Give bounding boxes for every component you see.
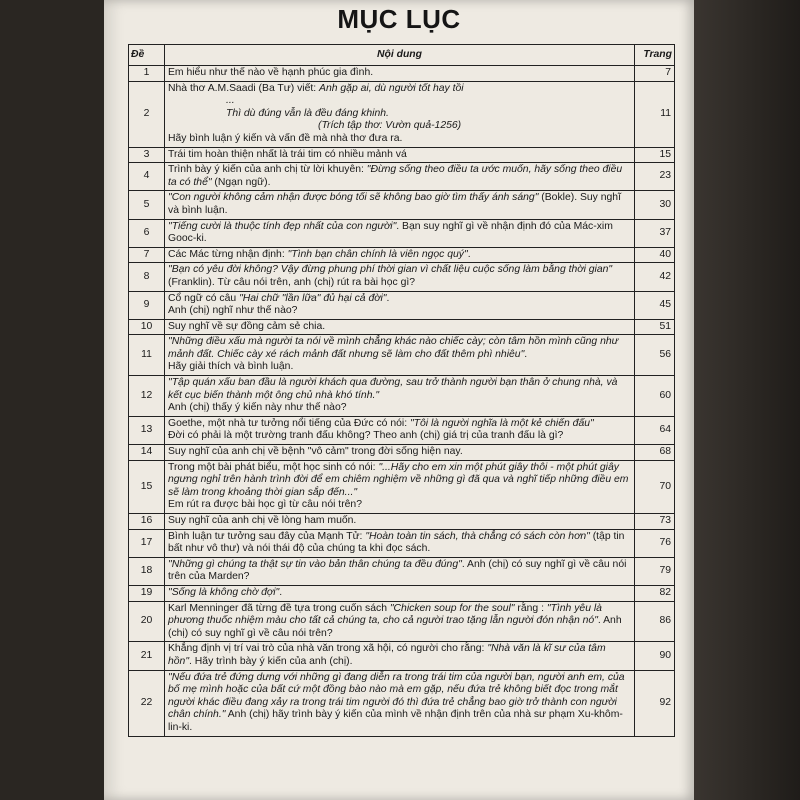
row-content: [165, 529, 635, 557]
table-row: [129, 585, 675, 601]
header-no: Đề: [129, 45, 165, 66]
row-citation: (Trích tập thơ: Vườn quả-1256): [318, 120, 462, 132]
row-quote: "Sống là không chờ đợi": [168, 586, 280, 598]
row-content: [165, 460, 635, 513]
table-row: [129, 670, 675, 736]
table-row: [129, 529, 675, 557]
row-page: 90: [635, 642, 675, 670]
row-number: 22: [129, 670, 165, 736]
book-page: [104, 0, 694, 800]
row-text: Anh (chị) hãy trình bày ý kiến của mình về nhận định trên của nhà sư phạm Xu-khôm-lin-ki.: [168, 709, 623, 733]
row-text: Trình bày ý kiến của anh chị từ lời khuyên:: [168, 164, 367, 176]
row-number: 15: [129, 460, 165, 513]
row-content: [165, 191, 635, 219]
row-quote: "Đừng sống theo điều ta ước muốn, hãy sống theo điều ta có thể": [168, 164, 623, 188]
row-page: 42: [635, 263, 675, 291]
table-row: [129, 66, 675, 82]
row-page: 15: [635, 147, 675, 163]
row-content: [165, 642, 635, 670]
row-text: .: [279, 586, 283, 598]
row-text: . Anh (chị) có suy nghĩ gì về câu nói trên của Marden?: [168, 558, 627, 583]
row-text: rằng :: [514, 602, 547, 614]
row-text: Khẳng định vị trí vai trò của nhà văn trong xã hội, có người cho rằng:: [168, 643, 488, 655]
row-number: 5: [129, 191, 165, 219]
page-title: MỤC LỤC: [337, 4, 461, 34]
row-text: Em rút ra được bài học gì từ câu nói trên?: [168, 499, 362, 511]
row-content: [165, 376, 635, 417]
row-content: [165, 163, 635, 191]
row-number: 6: [129, 219, 165, 247]
row-number: 7: [129, 247, 165, 263]
table-row: [129, 642, 675, 670]
row-text: Trái tim hoàn thiện nhất là trái tim có nhiều mảnh vá: [168, 148, 407, 160]
row-text: Nhà thơ A.M.Saadi (Ba Tư) viết:: [168, 82, 320, 94]
row-quote: "Chicken soup for the soul": [389, 602, 515, 614]
row-text: Các Mác từng nhận định:: [168, 248, 288, 260]
row-text: Anh (chị) thấy ý kiến này như thế nào?: [168, 402, 347, 414]
row-quote: "Tập quán xấu ban đầu là người khách qua đường, sau trở thành người bạn thân ở chung nhà, và kết cục biến thành một ông chủ nhà khó tính.": [168, 377, 618, 401]
table-of-contents: [128, 44, 675, 737]
book-edge-shadow: [694, 0, 800, 800]
row-text: . Hãy trình bày ý kiến của anh (chị).: [189, 655, 353, 667]
table-row: [129, 460, 675, 513]
row-quote-ellipsis: ...: [226, 95, 235, 107]
row-number: 11: [129, 335, 165, 376]
row-quote: "Nhà văn là kĩ sư của tâm hồn": [168, 643, 606, 667]
row-text: Hãy bình luận ý kiến và vấn đề mà nhà thơ đưa ra.: [168, 132, 403, 144]
row-quote: "Tiếng cười là thuộc tính đẹp nhất của con người": [168, 220, 397, 232]
row-text: .: [524, 348, 528, 360]
row-text: Suy nghĩ về sự đồng cảm sẻ chia.: [168, 320, 326, 332]
row-text: Goethe, một nhà tư tưởng nổi tiếng của Đức có nói:: [168, 417, 410, 429]
table-row: [129, 319, 675, 335]
row-text: Karl Menninger đã từng đề tựa trong cuốn sách: [168, 602, 390, 614]
row-text: Anh (chị) nghĩ như thế nào?: [168, 305, 298, 317]
row-content: [165, 445, 635, 461]
row-content: [165, 601, 635, 642]
row-quote: "Hoàn toàn tin sách, thà chẳng có sách còn hơn": [365, 530, 590, 542]
row-number: 10: [129, 319, 165, 335]
row-quote: "Những gì chúng ta thật sự tin vào bản thân chúng ta đều đúng": [168, 558, 462, 570]
row-page: 40: [635, 247, 675, 263]
row-content: [165, 147, 635, 163]
table-row: [129, 147, 675, 163]
row-number: 2: [129, 81, 165, 147]
row-content: [165, 416, 635, 444]
table-row: [129, 514, 675, 530]
row-page: 51: [635, 319, 675, 335]
row-number: 18: [129, 557, 165, 585]
row-text: Suy nghĩ của anh chị về bệnh "vô cảm" trong đời sống hiện nay.: [168, 446, 463, 458]
row-quote: "Bạn có yêu đời không? Vậy đừng phung phí thời gian vì chất liệu cuộc sống làm bằng thời gian": [168, 264, 613, 276]
row-quote: "Tôi là người nghĩa là một kẻ chiến đấu": [409, 417, 594, 429]
row-text: Em hiểu như thế nào về hạnh phúc gia đình.: [168, 67, 374, 78]
row-page: 92: [635, 670, 675, 736]
table-row: [129, 376, 675, 417]
row-content: [165, 514, 635, 530]
row-quote: "Nếu đứa trẻ đứng dưng với những gì đang diễn ra trong trái tim của người bạn, người anh em, của bố mẹ mình hoặc của bất cứ một đồng bào nào mà em gặp, nếu đứa trẻ không biết đọc trong mắt người khác điều đang xảy ra trong trái tim người đó thì đứa trẻ chẳng bao giờ trở thành con người chân chính.": [168, 671, 625, 721]
row-page: 73: [635, 514, 675, 530]
table-row: [129, 81, 675, 147]
table-row: [129, 335, 675, 376]
row-quote: "...Hãy cho em xin một phút giây thôi - một phút giây ngưng nghỉ trên hành trình đời để em chiêm nghiệm về những gì đã qua và nghĩ tiếp những điều em sẽ làm trong khoảng thời gian sắp đến...": [168, 461, 629, 498]
row-text: .: [386, 292, 390, 304]
row-page: 79: [635, 557, 675, 585]
row-number: 13: [129, 416, 165, 444]
row-quote: "Con người không cảm nhận được bóng tối sẽ không bao giờ tìm thấy ánh sáng": [168, 192, 539, 204]
row-text: . Anh (chị) có suy nghĩ gì về câu nói trên?: [168, 615, 622, 639]
row-page: 86: [635, 601, 675, 642]
row-number: 12: [129, 376, 165, 417]
row-quote: "Những điều xấu mà người ta nói về mình chẳng khác nào chiếc cày; còn tâm hồn mình cũng như mảnh đất. Chiếc cày xé rách mảnh đất nhưng sẽ làm cho đất thêm phì nhiêu": [168, 336, 619, 360]
row-number: 4: [129, 163, 165, 191]
row-number: 19: [129, 585, 165, 601]
row-text: (tập tin bất như vô thư) và nói thái độ của chúng ta khi đọc sách.: [168, 530, 625, 555]
row-content: [165, 557, 635, 585]
row-number: 3: [129, 147, 165, 163]
row-page: 82: [635, 585, 675, 601]
row-page: 37: [635, 219, 675, 247]
row-content: [165, 670, 635, 736]
row-text: Bình luận tư tưởng sau đây của Mạnh Tử:: [168, 530, 366, 542]
row-text: Suy nghĩ của anh chị về lòng ham muốn.: [168, 515, 357, 526]
table-row: [129, 163, 675, 191]
row-page: 70: [635, 460, 675, 513]
row-content: [165, 81, 635, 147]
table-row: [129, 219, 675, 247]
table-row: [129, 263, 675, 291]
row-quote: "Hai chữ "lần lữa" đủ hại cả đời": [239, 292, 387, 304]
row-page: 23: [635, 163, 675, 191]
row-quote: Anh gặp ai, dù người tốt hay tồi: [319, 82, 464, 94]
table-row: [129, 291, 675, 319]
row-page: 11: [635, 81, 675, 147]
row-content: [165, 247, 635, 263]
row-content: [165, 319, 635, 335]
row-text: (Ngạn ngữ).: [211, 176, 271, 188]
row-number: 16: [129, 514, 165, 530]
row-text: Đời có phải là một trường tranh đấu không? Theo anh (chị) giá trị của tranh đấu là gì?: [168, 430, 564, 442]
row-number: 17: [129, 529, 165, 557]
row-text: (Bokle). Suy nghĩ và bình luận.: [168, 192, 621, 216]
table-row: [129, 416, 675, 444]
table-row: [129, 445, 675, 461]
table-row: [129, 557, 675, 585]
row-number: 14: [129, 445, 165, 461]
row-page: 56: [635, 335, 675, 376]
row-page: 30: [635, 191, 675, 219]
row-content: [165, 219, 635, 247]
row-text: Trong một bài phát biểu, một học sinh có nói:: [168, 461, 379, 473]
row-text: Cổ ngữ có câu: [168, 292, 240, 304]
row-text: .: [467, 248, 471, 260]
row-number: 8: [129, 263, 165, 291]
row-content: [165, 66, 635, 82]
row-page: 76: [635, 529, 675, 557]
table-row: [129, 191, 675, 219]
row-quote: "Tình yêu là phương thuốc nhiệm màu cho tất cả chúng ta, cho cả người trao tặng lẫn người đón nhận nó": [168, 602, 602, 627]
row-page: 68: [635, 445, 675, 461]
row-page: 64: [635, 416, 675, 444]
row-number: 9: [129, 291, 165, 319]
table-row: [129, 247, 675, 263]
row-number: 20: [129, 601, 165, 642]
row-content: [165, 291, 635, 319]
table-header-row: [129, 45, 675, 66]
row-quote: Thì dù đúng vẫn là đều đáng khinh.: [226, 107, 389, 119]
row-number: 1: [129, 66, 165, 82]
row-text: (Franklin). Từ câu nói trên, anh (chị) rút ra bài học gì?: [168, 276, 416, 288]
row-text: Hãy giải thích và bình luận.: [168, 361, 294, 373]
row-number: 21: [129, 642, 165, 670]
row-text: . Bạn suy nghĩ gì về nhận định đó của Mác-xim Gooc-ki.: [168, 220, 613, 245]
row-quote: "Tình bạn chân chính là viên ngọc quý": [287, 248, 468, 260]
row-content: [165, 335, 635, 376]
row-page: 45: [635, 291, 675, 319]
row-page: 60: [635, 376, 675, 417]
row-content: [165, 585, 635, 601]
header-page: Trang: [635, 45, 675, 66]
row-page: 7: [635, 66, 675, 82]
table-row: [129, 601, 675, 642]
header-content: Nội dung: [165, 45, 635, 66]
row-content: [165, 263, 635, 291]
